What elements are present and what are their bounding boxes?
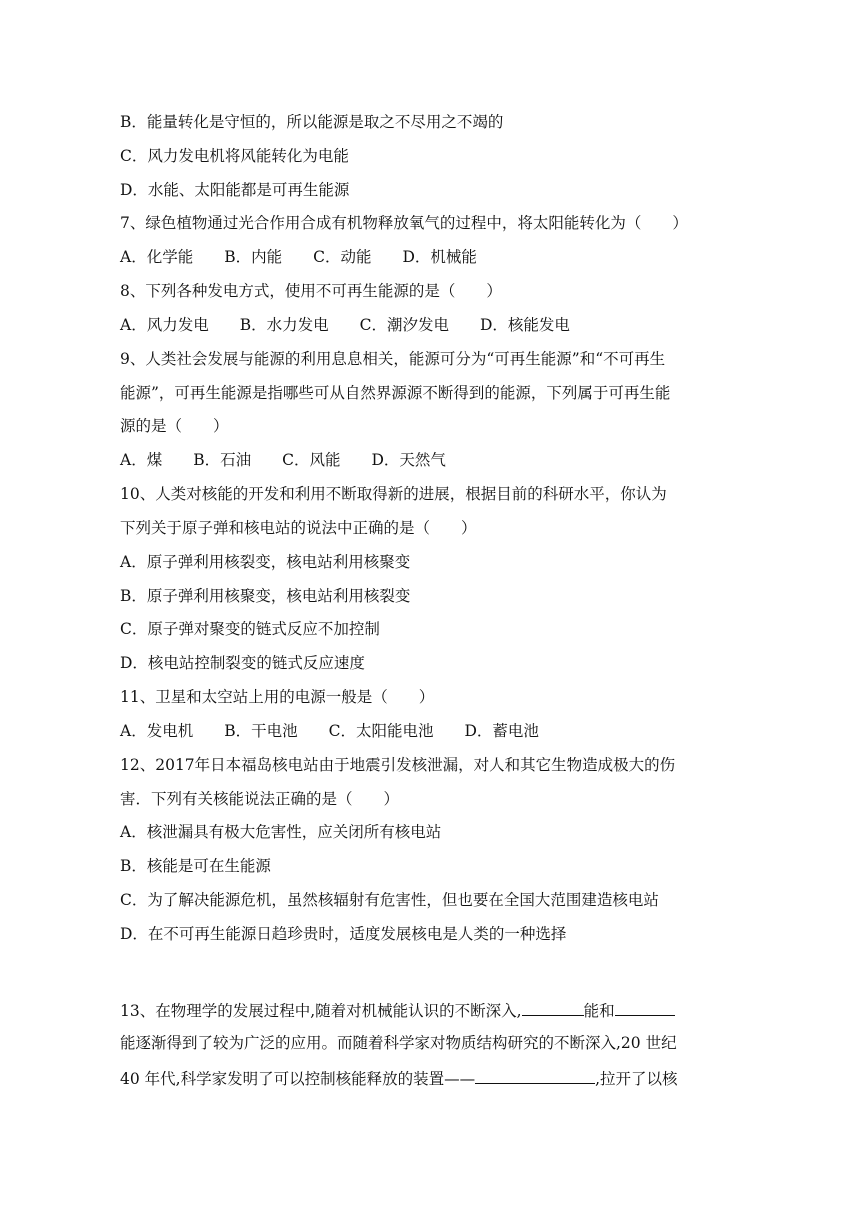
question-10-option-c: C．原子弹对聚变的链式反应不加控制	[120, 620, 380, 638]
question-13	[120, 998, 675, 1022]
question-9-cont: 源的是（ ）	[120, 417, 229, 435]
text-line: C．风力发电机将风能转化为电能	[120, 147, 349, 165]
question-10: 10、人类对核能的开发和利用不断取得新的进展，根据目前的科研水平，你认为	[120, 485, 667, 503]
question-10-option-d: D．核电站控制裂变的链式反应速度	[120, 654, 365, 672]
question-11-options: A．发电机 B．干电池 C．太阳能电池 D．蓄电池	[120, 722, 539, 740]
question-12-option-d: D．在不可再生能源日趋珍贵时，适度发展核电是人类的一种选择	[120, 925, 567, 943]
question-12-option-b: B．核能是可在生能源	[120, 857, 271, 875]
question-12-option-a: A．核泄漏具有极大危害性，应关闭所有核电站	[120, 823, 442, 841]
question-13-text: 能和	[583, 1002, 615, 1020]
question-10-option-a: A．原子弹利用核裂变，核电站利用核聚变	[120, 553, 411, 571]
question-13-cont: 能逐渐得到了较为广泛的应用。而随着科学家对物质结构研究的不断深入,20 世纪	[120, 1034, 677, 1052]
question-8-options: A．风力发电 B．水力发电 C．潮汐发电 D．核能发电	[120, 316, 570, 334]
question-10-cont: 下列关于原子弹和核电站的说法中正确的是（ ）	[120, 519, 477, 537]
answer-blank[interactable]	[475, 1066, 595, 1084]
question-7: 7、绿色植物通过光合作用合成有机物释放氧气的过程中，将太阳能转化为（ ）	[120, 214, 688, 232]
question-11: 11、卫星和太空站上用的电源一般是（ ）	[120, 688, 435, 706]
question-12-option-c: C．为了解决能源危机，虽然核辐射有危害性，但也要在全国大范围建造核电站	[120, 891, 659, 909]
question-8: 8、下列各种发电方式，使用不可再生能源的是（ ）	[120, 282, 502, 300]
text-line: B．能量转化是守恒的，所以能源是取之不尽用之不竭的	[120, 113, 504, 131]
text-line: D．水能、太阳能都是可再生能源	[120, 181, 350, 199]
question-12: 12、2017年日本福岛核电站由于地震引发核泄漏，对人和其它生物造成极大的伤	[120, 756, 676, 774]
question-13-cont	[120, 1066, 678, 1090]
question-12-cont: 害．下列有关核能说法正确的是（ ）	[120, 790, 400, 808]
question-10-option-b: B．原子弹利用核聚变，核电站利用核裂变	[120, 587, 411, 605]
question-13-text: 40 年代,科学家发明了可以控制核能释放的装置——	[120, 1070, 476, 1088]
question-7-options: A．化学能 B．内能 C．动能 D．机械能	[120, 248, 477, 266]
question-9: 9、人类社会发展与能源的利用息息相关，能源可分为“可再生能源”和“不可再生	[120, 350, 666, 368]
question-9-options: A．煤 B．石油 C．风能 D．天然气	[120, 451, 446, 469]
question-13-text: ,拉开了以核	[595, 1070, 678, 1088]
question-9-cont: 能源”，可再生能源是指哪些可从自然界源源不断得到的能源，下列属于可再生能	[120, 384, 671, 402]
answer-blank[interactable]	[615, 998, 675, 1016]
question-13-text: 13、在物理学的发展过程中,随着对机械能认识的不断深入,	[120, 1002, 522, 1020]
answer-blank[interactable]	[522, 998, 584, 1016]
